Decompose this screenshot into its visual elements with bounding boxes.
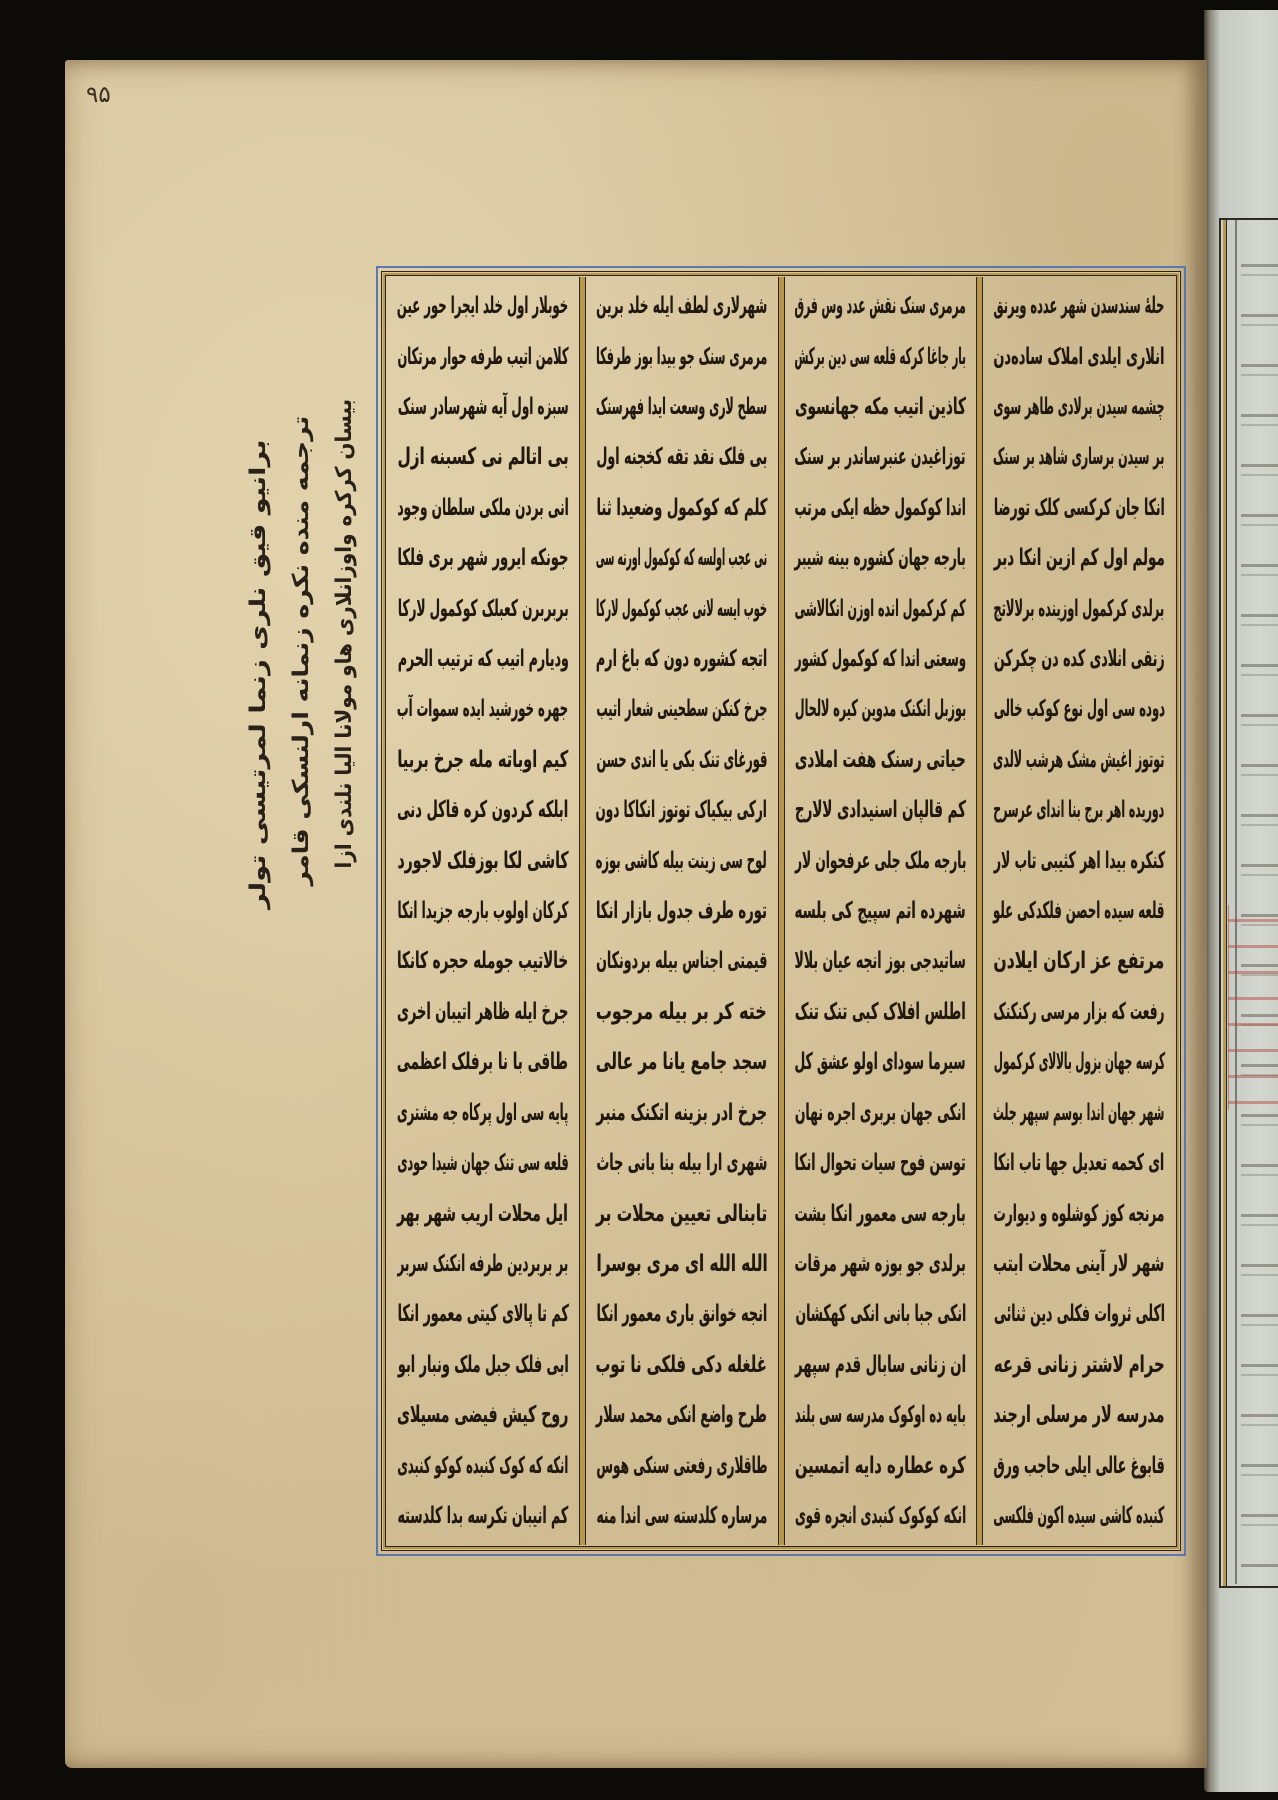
verse-line: کرکان اولوب بارجه جزیدا انکا xyxy=(397,898,569,925)
verse-line: ساتیدجی بوز انجه عیان بلالا xyxy=(794,948,967,975)
verse-line: دوده سی اول نوع کوکب خالی xyxy=(993,696,1165,723)
verse-line: توتوز اغیش مشک هرشب لالدی xyxy=(993,746,1165,773)
verse-line: لوح سی زینت بیله کاشی بوزه xyxy=(596,847,768,874)
verse-line: کنبده کاشی سیده اکون فلکسی xyxy=(993,1502,1165,1529)
verse-line: غلغله دکی فلکی نا توب xyxy=(595,1351,768,1378)
verse-line: اکلی ثروات فکلی دین ثنائی xyxy=(993,1301,1165,1328)
verse-line: طاقلاری رفعتی سنکی هوس xyxy=(596,1452,768,1479)
verse-line: ایل محلات اریب شهر بهر xyxy=(397,1200,569,1227)
verse-line: نی عجب اولسه که کوکمول اورنه سی xyxy=(596,545,768,572)
verse-line: شهر لار آینی محلات ابتب xyxy=(993,1250,1165,1277)
verse-line: بایه ده اوکوک مدرسه سی بلند xyxy=(794,1402,966,1429)
verse-line: دوریده اهر برج بنا اندای عرسرح xyxy=(993,797,1165,824)
verse-line: الله الله ای مری بوسرا xyxy=(596,1250,768,1277)
verse-line: اطلس افلاک کبی تنک تنک xyxy=(794,998,966,1025)
verse-line: زنقی انلادی کده دن چکرکن xyxy=(993,646,1165,673)
verse-line: جونکه ایرور شهر بری فلکا xyxy=(397,545,569,572)
verse-line: اتجه کشوره دون که باغ ارم xyxy=(595,646,768,673)
verse-line: توره طرف جدول بازار انکا xyxy=(596,898,768,925)
folio-number: ۹۵ xyxy=(86,82,111,108)
verse-line: خوبلار اول خلد ایجرا حور عین xyxy=(397,293,569,320)
verse-line: انکه کوکوک کنبدی انجره قوی xyxy=(794,1502,966,1529)
verse-line: خالاتیب جومله حجره کانکا xyxy=(397,948,569,975)
verse-line: انکی جهان بربری اجره نهان xyxy=(794,1099,966,1126)
verse-line: ان زنانی سابال قدم سپهر xyxy=(794,1351,966,1378)
verse-line: ودیارم اتیب که ترتیب الحرم xyxy=(397,646,569,673)
verse-line: بربربرن کعبلک کوکمول لارکا xyxy=(397,595,569,622)
facing-page-red-marginalia xyxy=(1228,905,1278,1110)
verse-line: مرمری سنک جو بیدا بوز طرفکا xyxy=(595,343,768,370)
verse-line: بارجه سی معمور انکا بشت xyxy=(794,1200,967,1227)
verse-line: شهرلاری لطف ایله خلد برین xyxy=(596,293,768,320)
facing-page-script-traces xyxy=(1241,238,1278,1568)
verse-line: بر سیدن برساری شاهد بر سنک xyxy=(993,444,1165,471)
verse-line: جرخ ادر بزینه اتکنک منبر xyxy=(596,1099,767,1126)
verse-line: طرح واضع انکی محمد سلار xyxy=(596,1402,768,1429)
column-divider xyxy=(778,277,785,1545)
verse-line: انجه خوانق باری معمور انکا xyxy=(596,1301,768,1328)
verse-line: بارجه جهان کشوره بینه شیبر xyxy=(794,545,967,572)
verse-line: بی اتالم نی کسبنه ازل xyxy=(397,444,569,471)
verse-line: توسن فوح سیات تحوال انکا xyxy=(794,1150,966,1177)
verse-line: مرمری سنک نقش عدد وس فرق xyxy=(794,293,966,320)
facing-page-edge xyxy=(1204,10,1278,1792)
verse-line: روح کیش فیضی مسیلای xyxy=(397,1402,569,1429)
verse-line: کاذین اتیب مکه جهانسوی xyxy=(794,394,966,421)
verse-line: سیرما سودای اولو عشق کل xyxy=(794,1049,966,1076)
verse-line: مرساره کلدسته سی اندا منه xyxy=(596,1502,768,1529)
margin-note-line: ترجمه منده نکره زنمانه ارلنسکی قامر xyxy=(288,416,314,886)
margin-note-line: برانیو قیق نلری زنما لمرتیسی تولر xyxy=(245,439,271,909)
verse-line: ابی فلک جبل ملک ونبار ابو xyxy=(397,1351,569,1378)
verse-line: قیمتی اجناس بیله بردونکان xyxy=(595,948,768,975)
text-column-2 xyxy=(785,277,977,1545)
verse-line: چشمه سیدن برلادی طاهر سوی xyxy=(993,394,1165,421)
column-divider xyxy=(579,277,586,1545)
verse-line: ای کحمه تعدیل جها تاب انکا xyxy=(993,1150,1165,1177)
verse-line: شهرده اتم سپیج کی بلسه xyxy=(794,898,966,925)
verse-line: کلم که کوکمول وضعیدا ثنا xyxy=(596,494,768,521)
verse-line: ارکی بیکیاک توتوز انکاکا دون xyxy=(595,797,768,824)
verse-line: پایه سی اول پرکاه جه مشتری xyxy=(397,1099,569,1126)
verse-line: انکی جبا بانی انکی کهکشان xyxy=(794,1301,966,1328)
verse-line: مرتفع عز ارکان ایلادن xyxy=(993,948,1165,975)
verse-line: کرسه جهان بزول بالالای کرکمول xyxy=(993,1049,1165,1076)
verse-line: مدرسه لار مرسلی ارجند xyxy=(993,1402,1165,1429)
verse-line: کلامن اتیب طرفه حوار مرتکان xyxy=(397,343,569,370)
verse-line: جهره خورشید ایده سموات آب xyxy=(397,696,569,723)
verse-line: انکه که کوک کنبده کوکو کنبدی xyxy=(397,1452,569,1479)
verse-line: حرام لاشتر زنانی قرعه xyxy=(993,1351,1165,1378)
manuscript-page xyxy=(65,60,1207,1768)
verse-line: ابلکه کردون کره قاکل دنی xyxy=(397,797,569,824)
verse-line: انکا جان کرکسی کلک تورضا xyxy=(993,494,1165,521)
verse-line: بارجه ملک جلی عرفحوان لار xyxy=(794,847,967,874)
verse-line: بار جاغا کرکه قلعه سی دین برکش xyxy=(794,343,967,370)
verse-line: قابوغ عالی ایلی حاجب ورق xyxy=(993,1452,1165,1479)
verse-line: کنکره بیدا اهر کثیبی تاب لار xyxy=(993,847,1165,874)
verse-line: جرخ کنکن سطحینی شعار اتیب xyxy=(596,696,768,723)
facing-page-column-rule xyxy=(1235,220,1237,1584)
verse-line: مرنجه کوز کوشلوه و دیوارت xyxy=(993,1200,1165,1227)
verse-line: اندا کوکمول حظه ایکی مرتب xyxy=(794,494,967,521)
verse-line: خته کر بر بیله مرجوب xyxy=(596,998,768,1025)
text-column-4 xyxy=(387,277,579,1545)
verse-line: انلاری ایلدی املاک ساده‌دن xyxy=(993,343,1165,370)
margin-note-line: بیسان کرکره واوزانلاری هاو مولانا الیا نلندی ازا xyxy=(331,399,357,869)
verse-line: حلهٔ سندسدن شهر عدده ویرنق xyxy=(993,293,1165,320)
verse-line: کم قالپان اسنیدادی لالارج xyxy=(794,797,966,824)
text-frame xyxy=(376,266,1186,1556)
verse-line: جرخ ایله ظاهر اتیبان اخری xyxy=(397,998,569,1025)
verse-line: بی فلک نقد تقه کخجنه اول xyxy=(596,444,768,471)
verse-line: قلعه سیده احصن فلکدکی علو xyxy=(993,898,1165,925)
verse-line: شهر جهان اندا بوسم سپهر جلث xyxy=(993,1099,1165,1126)
verse-line: سبزه اول آیه شهرسادر سنک xyxy=(397,394,569,421)
verse-line: کاشی لکا بوزفلک لاجورد xyxy=(397,847,569,874)
verse-line: تابنالی تعیین محلات بر xyxy=(595,1200,768,1227)
column-divider xyxy=(976,277,983,1545)
text-columns xyxy=(387,277,1175,1545)
verse-line: سطح لاری وسعت ایدا فهرسنک xyxy=(596,394,768,421)
verse-line: کم انیبان تکرسه بدا کلدسته xyxy=(397,1502,569,1529)
verse-line: کم کرکمول انده اوزن انکالاشی xyxy=(794,595,966,622)
verse-line: قلعه سی تنک جهان شیدا حودی xyxy=(397,1150,569,1177)
verse-line: کیم اوباته مله جرخ بربیا xyxy=(397,746,569,773)
verse-line: شهری ارا بیله بنا بانی جاث xyxy=(596,1150,768,1177)
verse-line: برلدی کرکمول اوزینده برلالاتج xyxy=(993,595,1165,622)
verse-line: قورغای تنک بکی یا اندی حسن xyxy=(596,746,768,773)
verse-line: انی بردن ملکی سلطان وجود xyxy=(397,494,569,521)
verse-line: بوزبل انکنک مدوین کیره لالحال xyxy=(794,696,966,723)
verse-line: کم تا پالای کیتی معمور انکا xyxy=(397,1301,569,1328)
text-column-3 xyxy=(586,277,778,1545)
verse-line: سجد جامع یانا مر عالی xyxy=(596,1049,768,1076)
verse-line: رفعت که بزار مرسی رکنکنک xyxy=(993,998,1165,1025)
verse-line: حیاتی رسنک هفت املادی xyxy=(794,746,966,773)
verse-line: خوب ایسه لانی عجب کوکمول لارکا xyxy=(596,595,768,622)
verse-line: کره عطاره دایه اتمسین xyxy=(794,1452,966,1479)
text-column-1 xyxy=(983,277,1175,1545)
verse-line: برلدی جو بوزه شهر مرقات xyxy=(794,1250,966,1277)
verse-line: وسعتی اندا که کوکمول کشور xyxy=(794,646,966,673)
verse-line: طاقی با نا برفلک اعظمی xyxy=(397,1049,569,1076)
verse-line: بر بربردین طرفه انکنک سربر xyxy=(397,1250,569,1277)
verse-line: توزاغیدن عنبرساندر بر سنک xyxy=(794,444,966,471)
verse-line: مولم اول کم ازین انکا دبر xyxy=(993,545,1165,572)
